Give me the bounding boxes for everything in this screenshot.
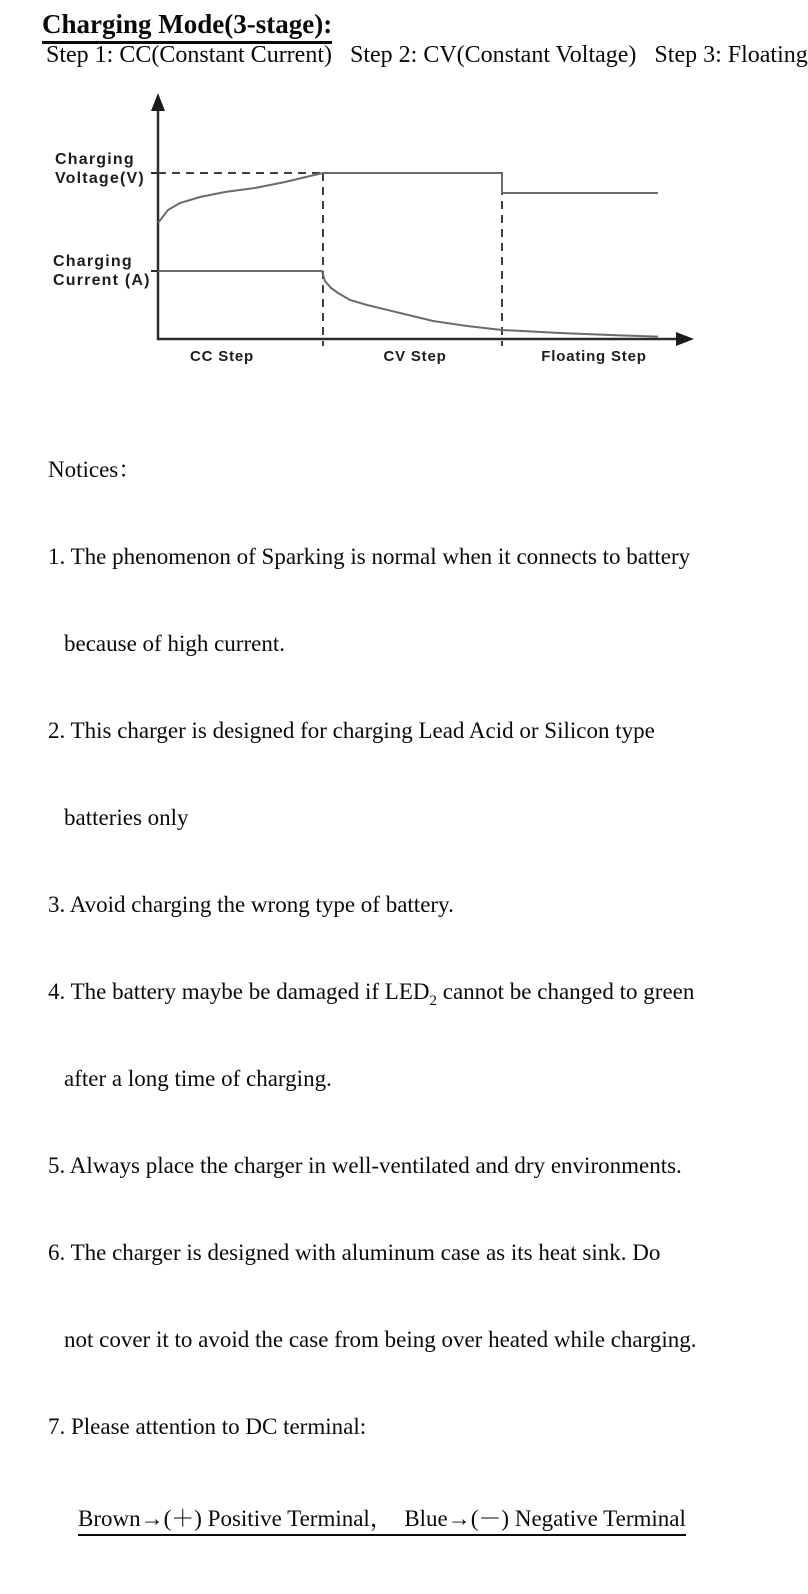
notice-item-4-cont: after a long time of charging.: [64, 1066, 332, 1091]
notice-item-3: 3. Avoid charging the wrong type of battery.: [48, 892, 454, 917]
notices-heading: Notices：: [48, 457, 142, 482]
page-title: Charging Mode(3-stage):: [42, 9, 332, 44]
notice-item-4-post: cannot be changed to green: [437, 979, 695, 1004]
current-curve: [158, 271, 658, 337]
notice-item-4: [48, 977, 788, 1009]
notice-item-2-cont: batteries only: [64, 805, 189, 830]
notice-item-1-cont: because of high current.: [64, 631, 285, 656]
x-axis-arrow-icon: [676, 332, 694, 346]
notice-item-1: 1. The phenomenon of Sparking is normal when it connects to battery: [48, 544, 691, 569]
x-axis-label-cc-step: CC Step: [190, 348, 254, 365]
y-axis-label-voltage: [55, 150, 145, 188]
notice-item-7: 7. Please attention to DC terminal:: [48, 1414, 367, 1439]
y-axis-label-current: [53, 252, 151, 290]
notice-item-6: 6. The charger is designed with aluminum case as its heat sink. Do: [48, 1240, 661, 1265]
y-axis-label-current-line1: Charging: [53, 253, 133, 270]
notice-item-2: 2. This charger is designed for charging Lead Acid or Silicon type: [48, 718, 655, 743]
x-axis-label-cv-step: CV Step: [383, 348, 447, 365]
y-axis-arrow-icon: [151, 93, 165, 111]
notices-section: [48, 397, 788, 1594]
voltage-curve: [158, 173, 658, 223]
terminal-polarity-line: [48, 1499, 788, 1536]
charging-chart-svg: [40, 85, 740, 385]
y-axis-label-voltage-line1: Charging: [55, 151, 135, 168]
notice-item-5: 5. Always place the charger in well-ventilated and dry environments.: [48, 1153, 682, 1178]
charging-stage-chart: [40, 85, 740, 385]
charging-steps-subtitle: Step 1: CC(Constant Current) Step 2: CV(Constant Voltage) Step 3: Floating: [46, 42, 808, 68]
y-axis-label-voltage-line2: Voltage(V): [55, 170, 145, 187]
x-axis-label-floating-step: Floating Step: [541, 348, 647, 365]
notice-item-4-pre: 4. The battery maybe be damaged if LED: [48, 979, 430, 1004]
notice-item-6-cont: not cover it to avoid the case from being over heated while charging.: [64, 1327, 697, 1352]
terminal-polarity-text: Brown→(＋) Positive Terminal， Blue→(－) Negative Terminal: [78, 1504, 686, 1536]
y-axis-label-current-line2: Current (A): [53, 272, 151, 289]
led2-subscript: 2: [429, 993, 437, 1009]
